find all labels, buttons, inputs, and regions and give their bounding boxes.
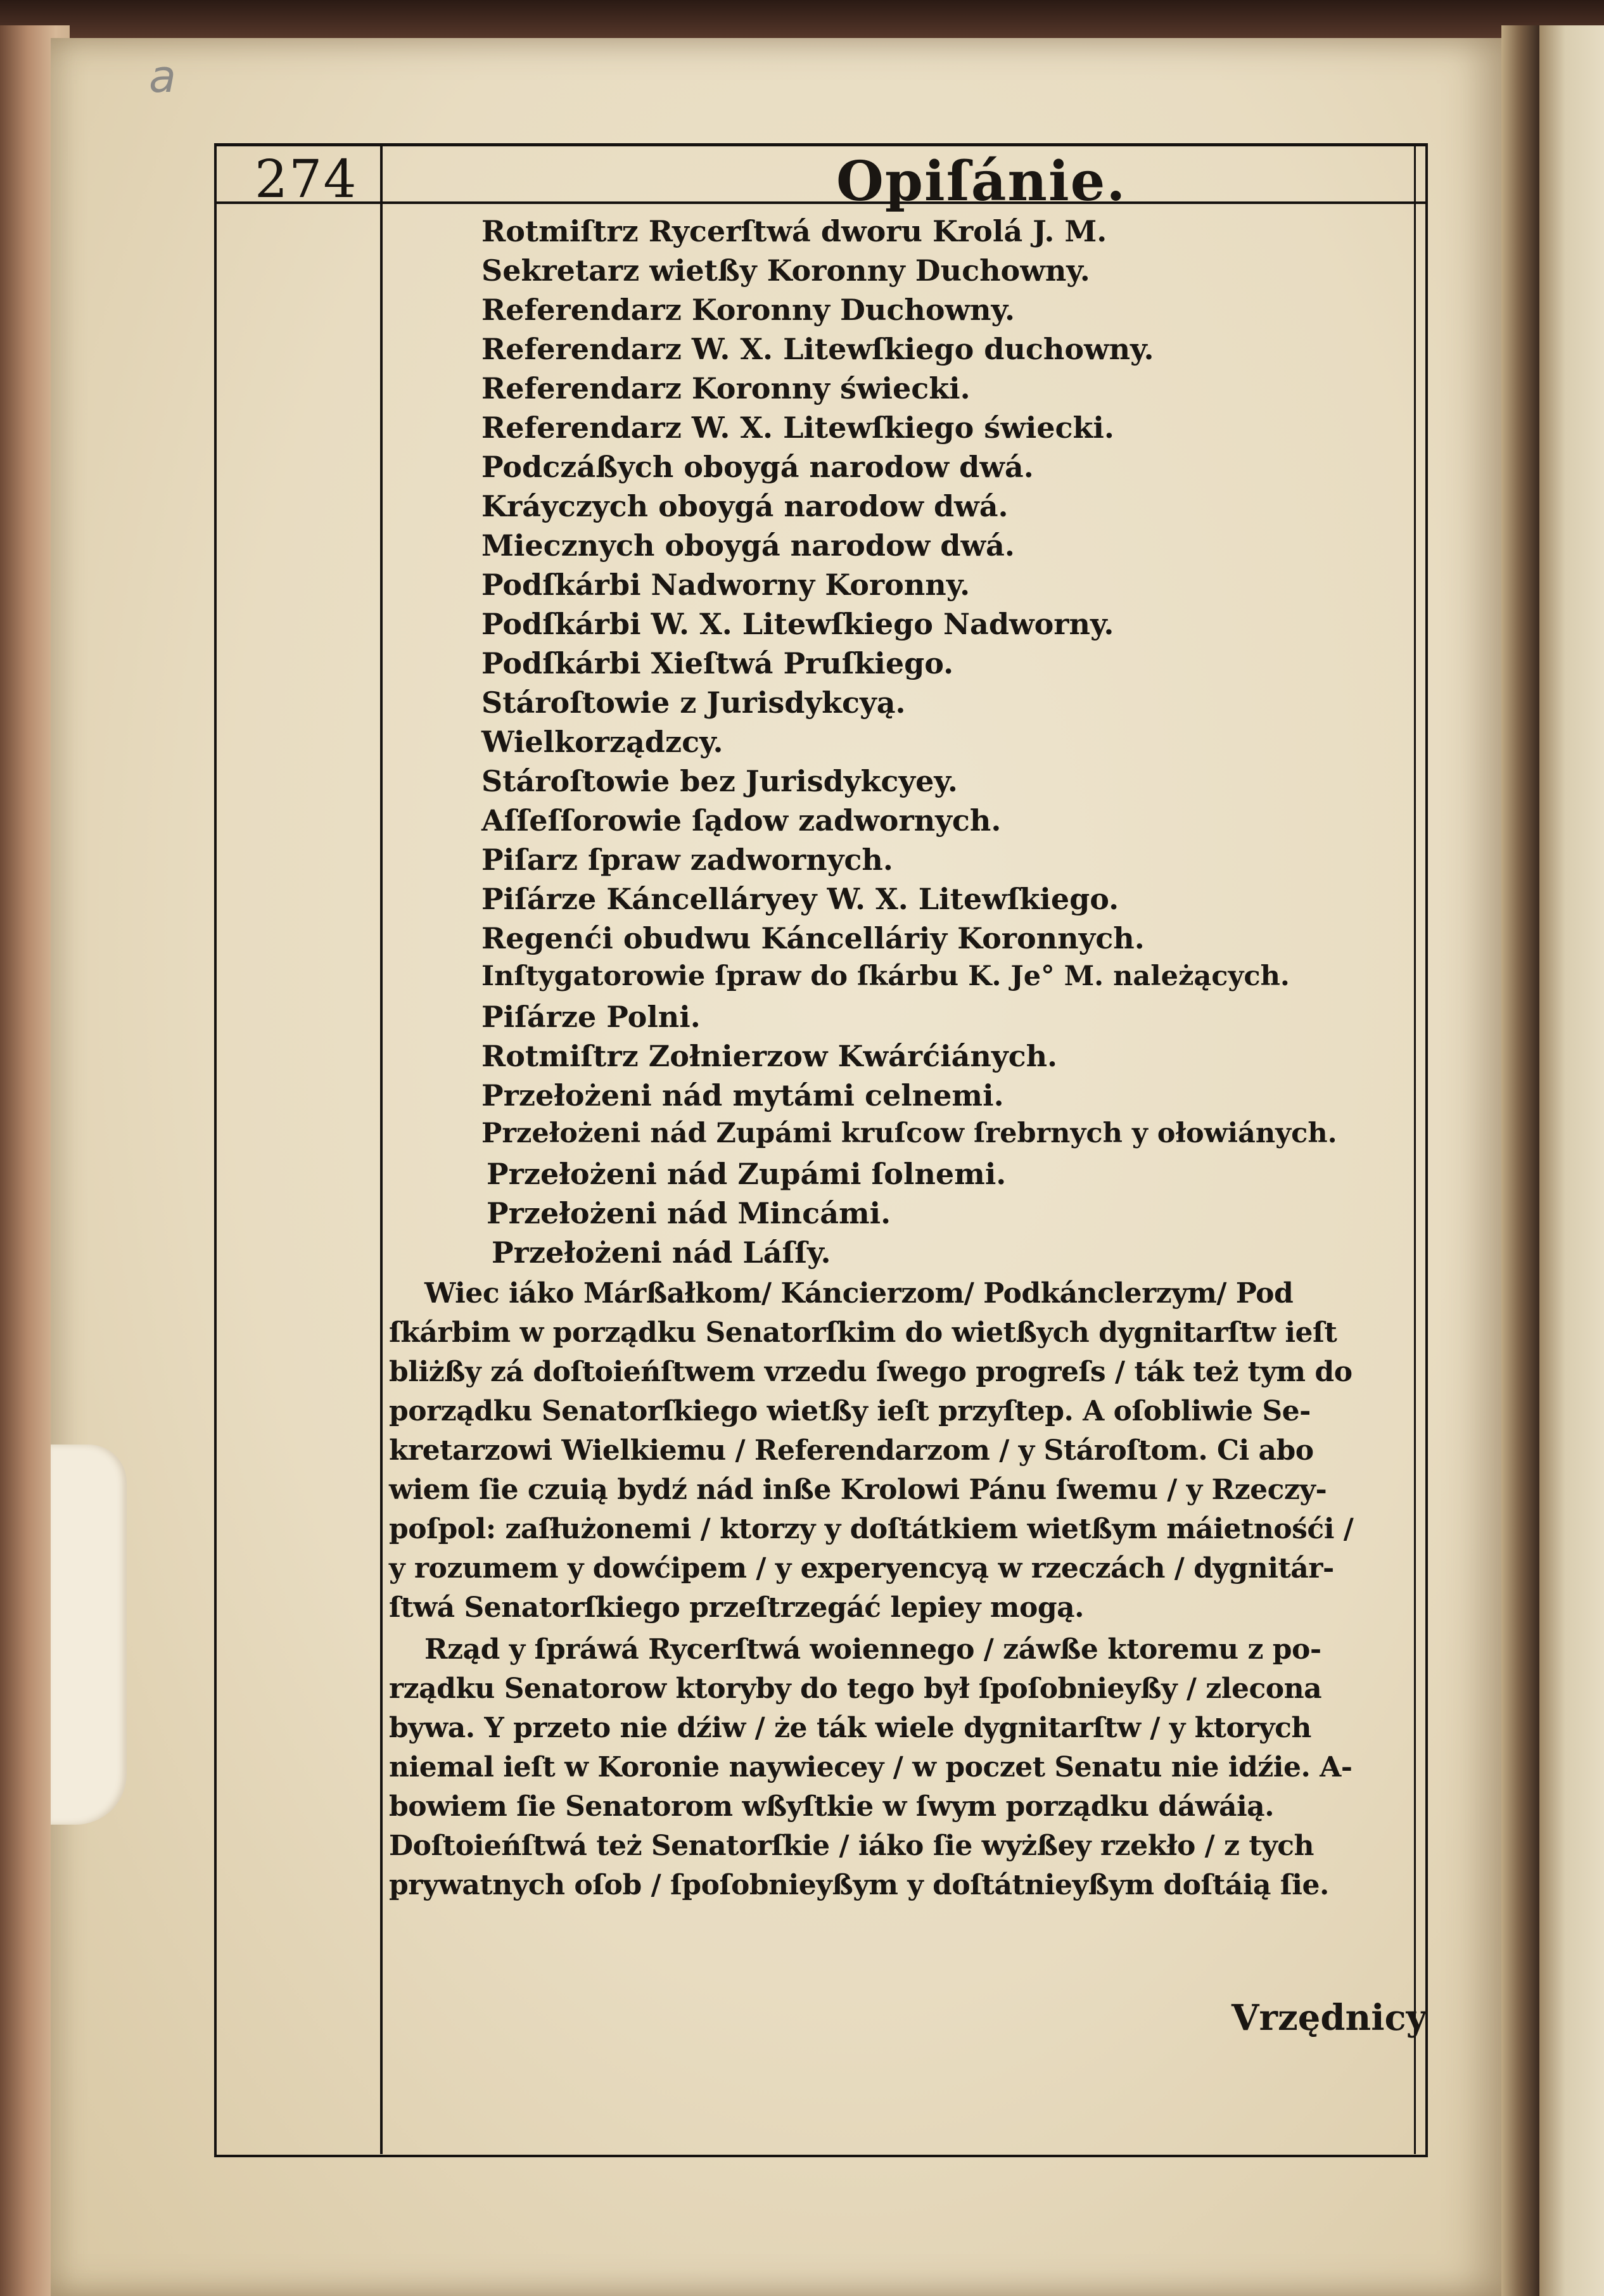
paragraph-line: prywatnych oſob / ſpoſobnieyßym y doſtátnieyßym doſtáią ſie. xyxy=(389,1869,1329,1901)
page-number: 274 xyxy=(255,150,358,210)
running-head: Opiſánie. xyxy=(836,150,1127,214)
paragraph-line: Rząd y ſpráwá Rycerſtwá woiennego / záwße ktoremu z po- xyxy=(424,1633,1321,1666)
paragraph-line: niemal ieſt w Koronie naywiecey / w poczet Senatu nie idźie. A- xyxy=(389,1751,1353,1783)
paragraph-line: bywa. Y przeto nie dźiw / że ták wiele dygnitarſtw / y ktorych xyxy=(389,1712,1311,1744)
office-line: Regenći obudwu Káncelláriy Koronnych. xyxy=(481,921,1145,955)
office-line: Miecznych oboygá narodow dwá. xyxy=(481,528,1015,563)
office-line: Sekretarz wietßy Koronny Duchowny. xyxy=(481,253,1090,288)
paragraph-line: rządku Senatorow ktoryby do tego był ſpoſobnieyßy / zlecona xyxy=(389,1673,1322,1705)
office-line: Kráyczych oboygá narodow dwá. xyxy=(481,489,1009,523)
office-line: Podſkárbi Xieſtwá Pruſkiego. xyxy=(481,646,954,680)
office-line: Podſkárbi Nadworny Koronny. xyxy=(481,568,971,602)
paragraph-line: ſkárbim w porządku Senatorſkim do wietßych dygnitarſtw ieſt xyxy=(389,1317,1337,1349)
paragraph-line: poſpol: zaſłużonemi / ktorzy y doſtátkiem wietßym máietnośći / xyxy=(389,1513,1354,1545)
catchword: Vrzędnicy xyxy=(1232,1997,1427,2039)
office-line: Piſárze Polni. xyxy=(481,1000,701,1034)
office-line: Aſſeſſorowie ſądow zadwornych. xyxy=(481,803,1002,838)
paragraph-line: bowiem ſie Senatorom wßyſtkie w ſwym porządku dáwáią. xyxy=(389,1790,1275,1823)
office-line: Referendarz Koronny Duchowny. xyxy=(481,293,1015,327)
office-line: Stároſtowie bez Jurisdykcyey. xyxy=(481,764,958,798)
office-line: Przełożeni nád Láſſy. xyxy=(492,1235,831,1270)
office-line: Rotmiſtrz Rycerſtwá dworu Krolá J. M. xyxy=(481,214,1107,248)
margin-pencil-note: a xyxy=(149,51,176,103)
office-line: Przełożeni nád Zupámi kruſcow ſrebrnych y ołowiánych. xyxy=(481,1118,1337,1149)
paragraph-line: Doſtoieńſtwá też Senatorſkie / iáko ſie wyżßey rzekło / z tych xyxy=(389,1830,1314,1862)
office-line: Podſkárbi W. X. Litewſkiego Nadworny. xyxy=(481,607,1114,641)
paragraph-line: y rozumem y dowćipem / y experyencyą w rzeczách / dygnitár- xyxy=(389,1552,1334,1585)
office-line: Referendarz W. X. Litewſkiego duchowny. xyxy=(481,332,1154,366)
paragraph-line: Wiec iáko Márßałkom/ Káncierzom/ Podkánclerzym/ Pod xyxy=(424,1277,1294,1310)
office-line: Rotmiſtrz Zołnierzow Kwárćiánych. xyxy=(481,1039,1058,1073)
office-line: Wielkorządzcy. xyxy=(481,725,723,759)
office-line: Piſarz ſpraw zadwornych. xyxy=(481,843,893,877)
office-line: Stároſtowie z Jurisdykcyą. xyxy=(481,686,906,720)
office-line: Referendarz Koronny świecki. xyxy=(481,371,971,405)
office-line: Podczáßych oboygá narodow dwá. xyxy=(481,450,1034,484)
paragraph-line: kretarzowi Wielkiemu / Referendarzom / y Stároſtom. Ci abo xyxy=(389,1434,1314,1467)
office-line: Inſtygatorowie ſpraw do ſkárbu K. Je° M. należących. xyxy=(481,960,1290,992)
office-line: Piſárze Káncelláryey W. X. Litewſkiego. xyxy=(481,882,1119,916)
office-line: Przełożeni nád Mincámi. xyxy=(487,1196,891,1230)
paragraph-line: ſtwá Senatorſkiego przeſtrzegáć lepiey mogą. xyxy=(389,1591,1084,1624)
office-line: Przełożeni nád mytámi celnemi. xyxy=(481,1078,1004,1113)
paragraph-line: porządku Senatorſkiego wietßy ieſt przyſtep. A oſobliwie Se- xyxy=(389,1395,1311,1427)
paragraph-line: wiem ſie czuią bydź nád inße Krolowi Pánu ſwemu / y Rzeczy- xyxy=(389,1474,1327,1506)
office-line: Referendarz W. X. Litewſkiego świecki. xyxy=(481,411,1114,445)
office-line: Przełożeni nád Zupámi ſolnemi. xyxy=(487,1157,1007,1191)
paragraph-line: bliżßy zá doſtoieńſtwem vrzedu ſwego progreſs / ták też tym do xyxy=(389,1356,1353,1388)
